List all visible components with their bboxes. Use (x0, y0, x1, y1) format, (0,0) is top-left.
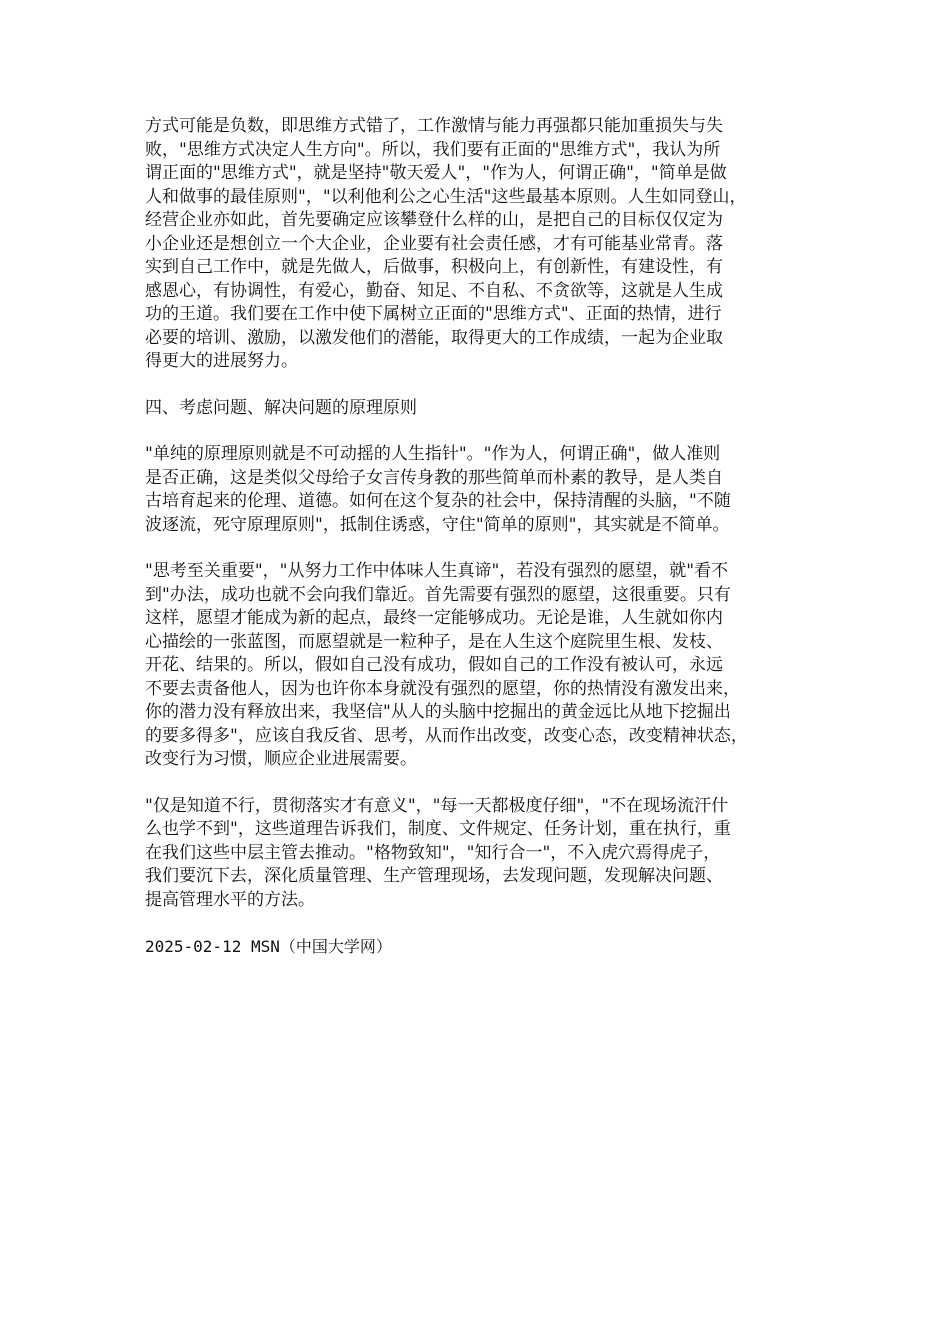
heading-text: 四、考虑问题、解决问题的原理原则 (145, 397, 417, 418)
paragraph-principles (145, 443, 815, 537)
text-line: 人和做事的最佳原则"，"以利他利公之心生活"这些最基本原则。人生如同登山， (145, 186, 747, 207)
paragraph-thinking-method (145, 115, 815, 374)
text-line: 你的潜力没有释放出来，我坚信"从人的头脑中挖掘出的黄金远比从地下挖掘出 (145, 702, 731, 722)
text-line: 我们要沉下去，深化质量管理、生产管理现场，去发现问题，发现解决问题、 (145, 866, 723, 886)
text-line: 改变行为习惯，顺应企业进展需要。 (145, 749, 417, 769)
text-line: 心描绘的一张蓝图，而愿望就是一粒种子，是在人生这个庭院里生根、发枝、 (145, 631, 723, 652)
text-line: 必要的培训、激励，以激发他们的潜能，取得更大的工作成绩，一起为企业取 (145, 327, 723, 348)
document-body (145, 115, 815, 982)
text-line: "单纯的原理原则就是不可动摇的人生指针"。"作为人，何谓正确"，做人准则 (145, 444, 721, 464)
text-line: 在我们这些中层主管去推动。"格物致知"，"知行合一"，不入虎穴焉得虎子， (145, 842, 721, 863)
paragraph-execution (145, 795, 815, 913)
text-line: 谓正面的"思维方式"，就是坚持"敬天爱人"，"作为人，何谓正确"，"简单是做 (145, 163, 727, 183)
text-line: 实到自己工作中，就是先做人，后做事，积极向上，有创新性，有建设性，有 (145, 257, 723, 277)
text-line: 感恩心，有协调性，有爱心，勤奋、知足、不自私、不贪欲等，这就是人生成 (145, 280, 723, 301)
text-line: 波逐流，死守原理原则"，抵制住诱惑，守住"简单的原则"，其实就是不简单。 (145, 514, 730, 535)
section-heading-4 (145, 397, 815, 421)
text-line: 这样，愿望才能成为新的起点，最终一定能够成功。无论是谁，人生就如你内 (145, 608, 723, 628)
text-line: 功的王道。我们要在工作中使下属树立正面的"思维方式"、正面的热情，进行 (145, 304, 722, 324)
text-line: 得更大的进展努力。 (145, 351, 298, 371)
source-footer (145, 935, 815, 959)
text-line: "思考至关重要"，"从努力工作中体味人生真谛"，若没有强烈的愿望，就"看不 (145, 561, 729, 581)
text-line: 方式可能是负数，即思维方式错了，工作激情与能力再强都只能加重损失与失 (145, 116, 723, 136)
text-line: 提高管理水平的方法。 (145, 889, 315, 910)
date-source-text: 2025-02-12 MSN（中国大学网） (145, 937, 392, 956)
text-line: 开花、结果的。所以，假如自己没有成功，假如自己的工作没有被认可，永远 (145, 655, 723, 675)
text-line: 古培育起来的伦理、道德。如何在这个复杂的社会中，保持清醒的头脑，"不随 (145, 491, 731, 511)
text-line: 败，"思维方式决定人生方向"。所以，我们要有正面的"思维方式"，我认为所 (145, 139, 721, 160)
text-line: 不要去责备他人，因为也许你本身就没有强烈的愿望，你的热情没有激发出来， (145, 678, 740, 699)
paragraph-desire (145, 560, 815, 772)
text-line: 是否正确，这是类似父母给子女言传身教的那些简单而朴素的教导，是人类自 (145, 467, 723, 488)
text-line: 经营企业亦如此，首先要确定应该攀登什么样的山，是把自己的目标仅仅定为 (145, 210, 723, 230)
text-line: 小企业还是想创立一个大企业，企业要有社会责任感，才有可能基业常青。落 (145, 233, 723, 254)
text-line: 么也学不到"，这些道理告诉我们，制度、文件规定、任务计划，重在执行，重 (145, 819, 731, 839)
text-line: 到"办法，成功也就不会向我们靠近。首先需要有强烈的愿望，这很重要。只有 (145, 584, 731, 605)
text-line: "仅是知道不行，贯彻落实才有意义"，"每一天都极度仔细"，"不在现场流汗什 (145, 795, 729, 816)
text-line: 的要多得多"，应该自我反省、思考，从而作出改变，改变心态，改变精神状态， (145, 725, 748, 746)
